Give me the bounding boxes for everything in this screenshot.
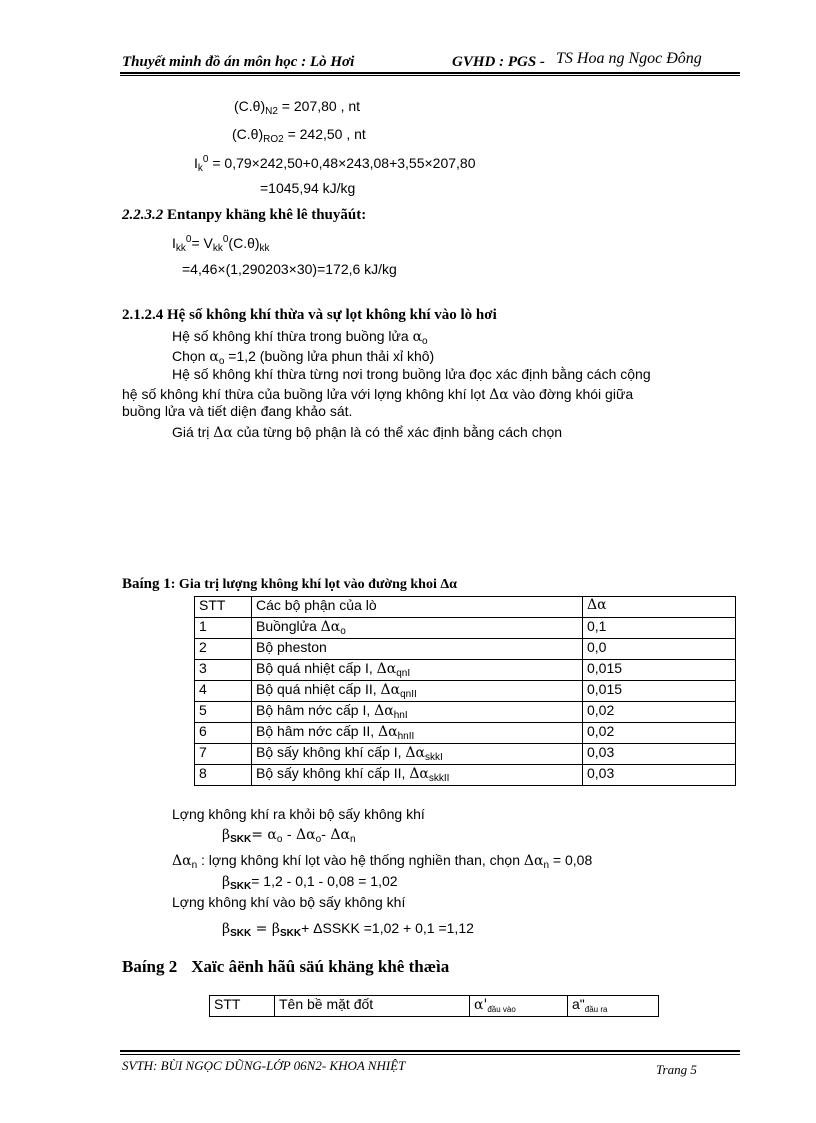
table2-header-row [210, 996, 659, 1017]
table-cell: Bộ sấy không khí cấp I, $\Delta\alpha_{skkI}$ [252, 744, 583, 765]
table-cell: 1 [195, 618, 252, 639]
table-cell: Bộ quá nhiệt cấp II, $\Delta\alpha_{qnII}$ [252, 681, 583, 702]
table-cell: 4 [195, 681, 252, 702]
table-cell: 5 [195, 702, 252, 723]
table2 [209, 995, 659, 1017]
enthalpy-n2-line: $(C.\theta)_{N2} = 207,80$ , nt [234, 98, 361, 117]
table-cell: Bộ quá nhiệt cấp I, $\Delta\alpha_{qnI}$ [252, 660, 583, 681]
table-cell: 0,1 [583, 618, 736, 639]
delta-alpha-n-line: $\Delta\alpha_n$ : lợng không khí lọt vào hệ thống nghiền than, chọn $\Delta\alpha_n = 0,08$ [172, 852, 593, 871]
table-cell: Bộ sấy không khí cấp II, $\Delta\alpha_{skkII}$ [252, 765, 583, 786]
table1-caption: Baíng 1: Gia trị lượng không khí lọt vào đường khoi Δα [122, 576, 457, 592]
table-row [195, 702, 736, 723]
table-cell: 8 [195, 765, 252, 786]
header-gvhd: GVHD : PGS - [452, 54, 545, 70]
table-cell: Buồnglửa $\Delta\alpha_o$ [252, 618, 583, 639]
air-enthalpy-result: =4,46×(1,290203×30)=172,6 kJ/kg [182, 261, 397, 277]
table2-header-cell: Tên bề mặt đốt [275, 996, 470, 1017]
table-cell: Bộ hâm nớc cấp II, $\Delta\alpha_{hnII}$ [252, 723, 583, 744]
enthalpy-ik-result: =1045,94 kJ/kg [260, 180, 356, 196]
paragraph-line-1: Hệ số không khí thừa từng nơi trong buồng lửa đọc xác định bằng cách cộng [172, 366, 651, 382]
header-teacher: TS Hoa ng Ngoc Đông [556, 50, 702, 67]
beta-skk-in-formula: $\beta_{SKK} = \beta_{SKK}+$ ΔSSKK =1,02 + 0,1 =1,12 [222, 920, 474, 939]
table-row [195, 618, 736, 639]
table-cell: 6 [195, 723, 252, 744]
header-rule-thick [120, 72, 740, 74]
table1-header-cell: STT [195, 597, 252, 618]
table1-header-cell: Các bộ phận của lò [252, 597, 583, 618]
table-row [195, 660, 736, 681]
enthalpy-ik-formula: $I_k^0 = 0,79\times 242,50+0,48\times 243,08+3,55\times 207,80$ [194, 154, 476, 174]
paragraph-line-4: Giá trị Δα của từng bộ phận là có thể xác định bằng cách chọn [172, 424, 563, 441]
table-cell: 0,03 [583, 744, 736, 765]
table-cell: 7 [195, 744, 252, 765]
beta-skk-formula: $\beta_{SKK}= \alpha_o - \Delta\alpha_o-$ $\Delta\alpha_n$ [222, 827, 356, 845]
footer-rule-thin [120, 1054, 740, 1055]
table-cell: Bộ pheston [252, 639, 583, 660]
table-cell: 0,02 [583, 723, 736, 744]
air-out-line: Lợng không khí ra khỏi bộ sấy không khí [172, 806, 425, 822]
table2-caption: Baíng 2 Xaïc âënh hãû säú khäng khê thæìa [122, 957, 450, 976]
table-cell: Bộ hâm nớc cấp I, $\Delta\alpha_{hnI}$ [252, 702, 583, 723]
table-cell: 0,02 [583, 702, 736, 723]
table2-header-cell: STT [210, 996, 275, 1017]
table-row [195, 765, 736, 786]
paragraph-line-2: hệ số không khí thừa của buồng lửa với lợng không khí lọt Δα vào đờng khói giữa [122, 386, 634, 403]
table-cell: 0,03 [583, 765, 736, 786]
beta-skk-result: $\beta_{SKK}= 1,2 - 0,1 - 0,08 = 1,02$ [222, 873, 398, 892]
table-cell: 2 [195, 639, 252, 660]
section-2124-heading: 2.1.2.4 Hệ số không khí thừa và sự lọt không khí vào lò hơi [122, 307, 497, 323]
table-cell: 0,0 [583, 639, 736, 660]
section-2232-heading: 2.2.3.2 Entanpy khäng khê lê thuyãút: [122, 207, 367, 223]
enthalpy-ro2-line: $(C.\theta)_{RO2} = 242,50$ , nt [232, 126, 366, 145]
table-cell: 0,015 [583, 681, 736, 702]
table-cell: 3 [195, 660, 252, 681]
table2-header-cell: $a"_{đầu ra}$ [568, 996, 659, 1017]
header-left: Thuyết minh đồ án môn học : Lò Hơi [122, 54, 355, 70]
table-row [195, 723, 736, 744]
table-cell: 0,015 [583, 660, 736, 681]
air-in-line: Lợng không khí vào bộ sấy không khí [172, 894, 406, 910]
footer-rule-thick [120, 1050, 740, 1052]
table-row [195, 681, 736, 702]
paragraph-line-3: buồng lửa và tiết diện đang khảo sát. [122, 403, 353, 419]
footer-left: SVTH: BÙI NGỌC DŨNG-LỚP 06N2- KHOA NHIỆT [122, 1058, 406, 1073]
table-row [195, 639, 736, 660]
table-row [195, 744, 736, 765]
header-rule-thin [120, 75, 740, 76]
table1-header-cell: Δα [583, 597, 736, 618]
page-number: Trang 5 [656, 1062, 697, 1077]
table1 [194, 596, 736, 786]
excess-air-line: Hệ số không khí thừa trong buồng lửa $\alpha_o$ [172, 328, 428, 347]
table1-header-row [195, 597, 736, 618]
choose-alpha-line: Chọn $\alpha_o =1,2$ (buồng lửa phun thải xỉ khô) [172, 348, 435, 367]
air-enthalpy-formula: $I_{kk}^0= V_{kk}^0(C.\theta)_{kk}$ [172, 234, 270, 254]
table2-header-cell: $\alpha'_{đầu vào}$ [470, 996, 568, 1017]
